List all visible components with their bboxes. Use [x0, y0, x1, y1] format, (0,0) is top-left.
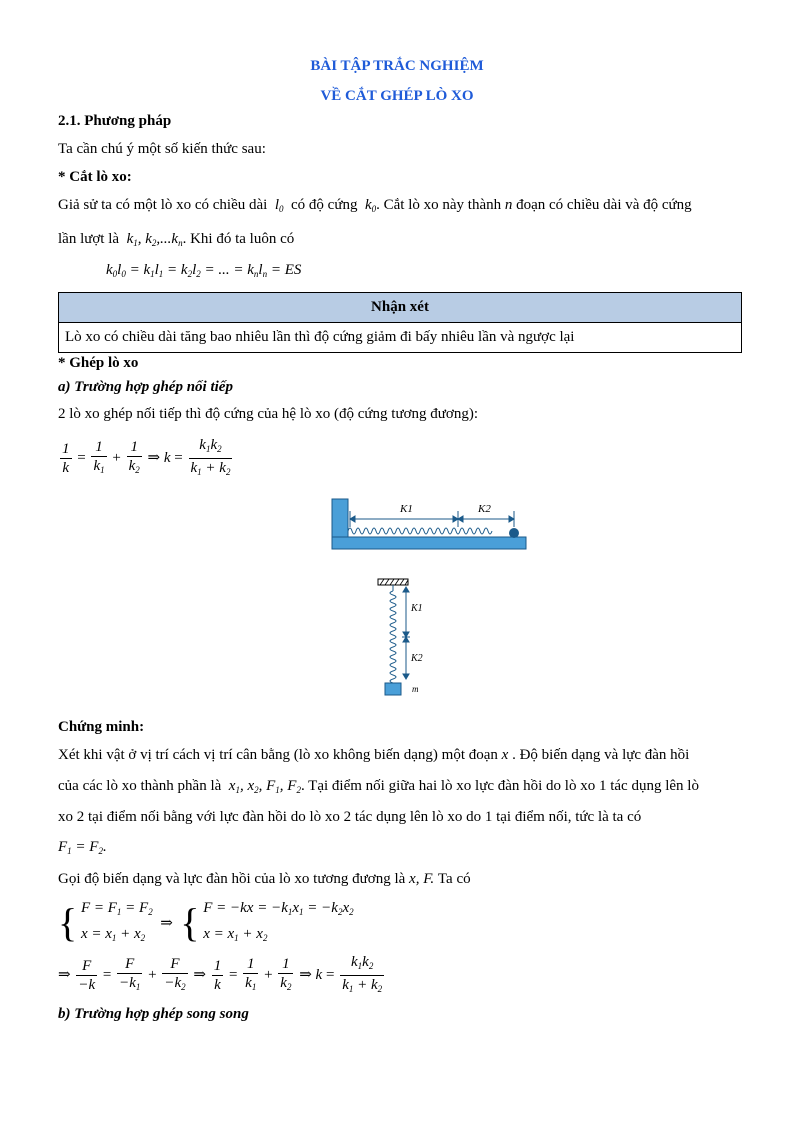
- page-title: BÀI TẬP TRẮC NGHIỆM: [310, 58, 484, 74]
- proof-heading: Chứng minh:: [58, 719, 145, 735]
- cut-paragraph-line1: Giả sử ta có một lò xo có chiều dài $l_0$ có độ cứng $k_0$. Cắt lò xo này thành n đoạn có chiều dài và độ cứng: [58, 197, 692, 214]
- proof-line1: Xét khi vật ở vị trí cách vị trí cân bằng (lò xo không biến dạng) một đoạn x . Độ biến dạng và lực đàn hồi: [58, 747, 690, 763]
- cut-heading: * Cắt lò xo:: [58, 169, 132, 185]
- proof-result-formula: ⇒ $\frac{F}{-k}$ = $\frac{F}{-k_1}$ + $\frac{F}{-k_2}$ ⇒ $\frac{1}{k}$ = $\frac{1}{k_1}$ + $\frac{1}{k_2}$ ⇒ k = $\frac{k_1k_2}{k_1 + k_2}$: [58, 954, 383, 994]
- figure-label-k1: K1: [400, 503, 413, 515]
- series-heading: a) Trường hợp ghép nối tiếp: [58, 379, 233, 395]
- series-text: 2 lò xo ghép nối tiếp thì độ cứng của hệ lò xo (độ cứng tương đương):: [58, 406, 478, 422]
- join-heading: * Ghép lò xo: [58, 355, 139, 371]
- cut-formula: $k_0l_0 = k_1l_1 = k_2l_2$ = ... = $k_nl_n$ = ES: [106, 262, 302, 279]
- proof-equation-f1-f2: $F_1 = F_2$.: [58, 839, 107, 856]
- page-subtitle: VỀ CẮT GHÉP LÒ XO: [320, 88, 474, 104]
- intro-text: Ta cần chú ý một số kiến thức sau:: [58, 141, 266, 157]
- parallel-heading: b) Trường hợp ghép song song: [58, 1006, 249, 1022]
- proof-line5: Gọi độ biến dạng và lực đàn hồi của lò xo tương đương là x, F. Ta có: [58, 871, 471, 887]
- horizontal-spring-figure: [330, 497, 530, 555]
- section-heading: 2.1. Phương pháp: [58, 113, 172, 129]
- proof-line2: của các lò xo thành phần là $x_1$, $x_2$, $F_1$, $F_2$. Tại điểm nối giữa hai lò xo lực đàn hồi do lò xo 1 tác dụng lên lò: [58, 778, 699, 795]
- note-content: Lò xo có chiều dài tăng bao nhiêu lần thì độ cứng giảm đi bấy nhiêu lần và ngược lại: [59, 323, 742, 353]
- figure-label-k1-vertical: K1: [411, 603, 423, 614]
- note-table: [58, 292, 742, 353]
- figure-label-k2: K2: [478, 503, 491, 515]
- figure-label-mass: m: [412, 684, 419, 694]
- figure-label-k2-vertical: K2: [411, 653, 423, 664]
- proof-line3: xo 2 tại điểm nối bằng với lực đàn hồi do lò xo 2 tác dụng lên lò xo do 1 tại điểm nối, tức là ta có: [58, 809, 642, 825]
- proof-system-equations: { $F = F_1 = F_2$ $x = x_1 + x_2$ ⇒ { $F = -kx = -k_1x_1 = -k_2x_2$ $x = x_1 + x_2$: [58, 900, 354, 945]
- cut-paragraph-line2: lần lượt là $k_1$, $k_2,...k_n$. Khi đó ta luôn có: [58, 231, 295, 248]
- vertical-spring-figure: [368, 575, 438, 700]
- series-formula: $\frac{1}{k}$ = $\frac{1}{k_1}$ + $\frac{1}{k_2}$ ⇒ k = $\frac{k_1k_2}{k_1 + k_2}$: [62, 437, 231, 477]
- note-header: Nhận xét: [59, 293, 742, 323]
